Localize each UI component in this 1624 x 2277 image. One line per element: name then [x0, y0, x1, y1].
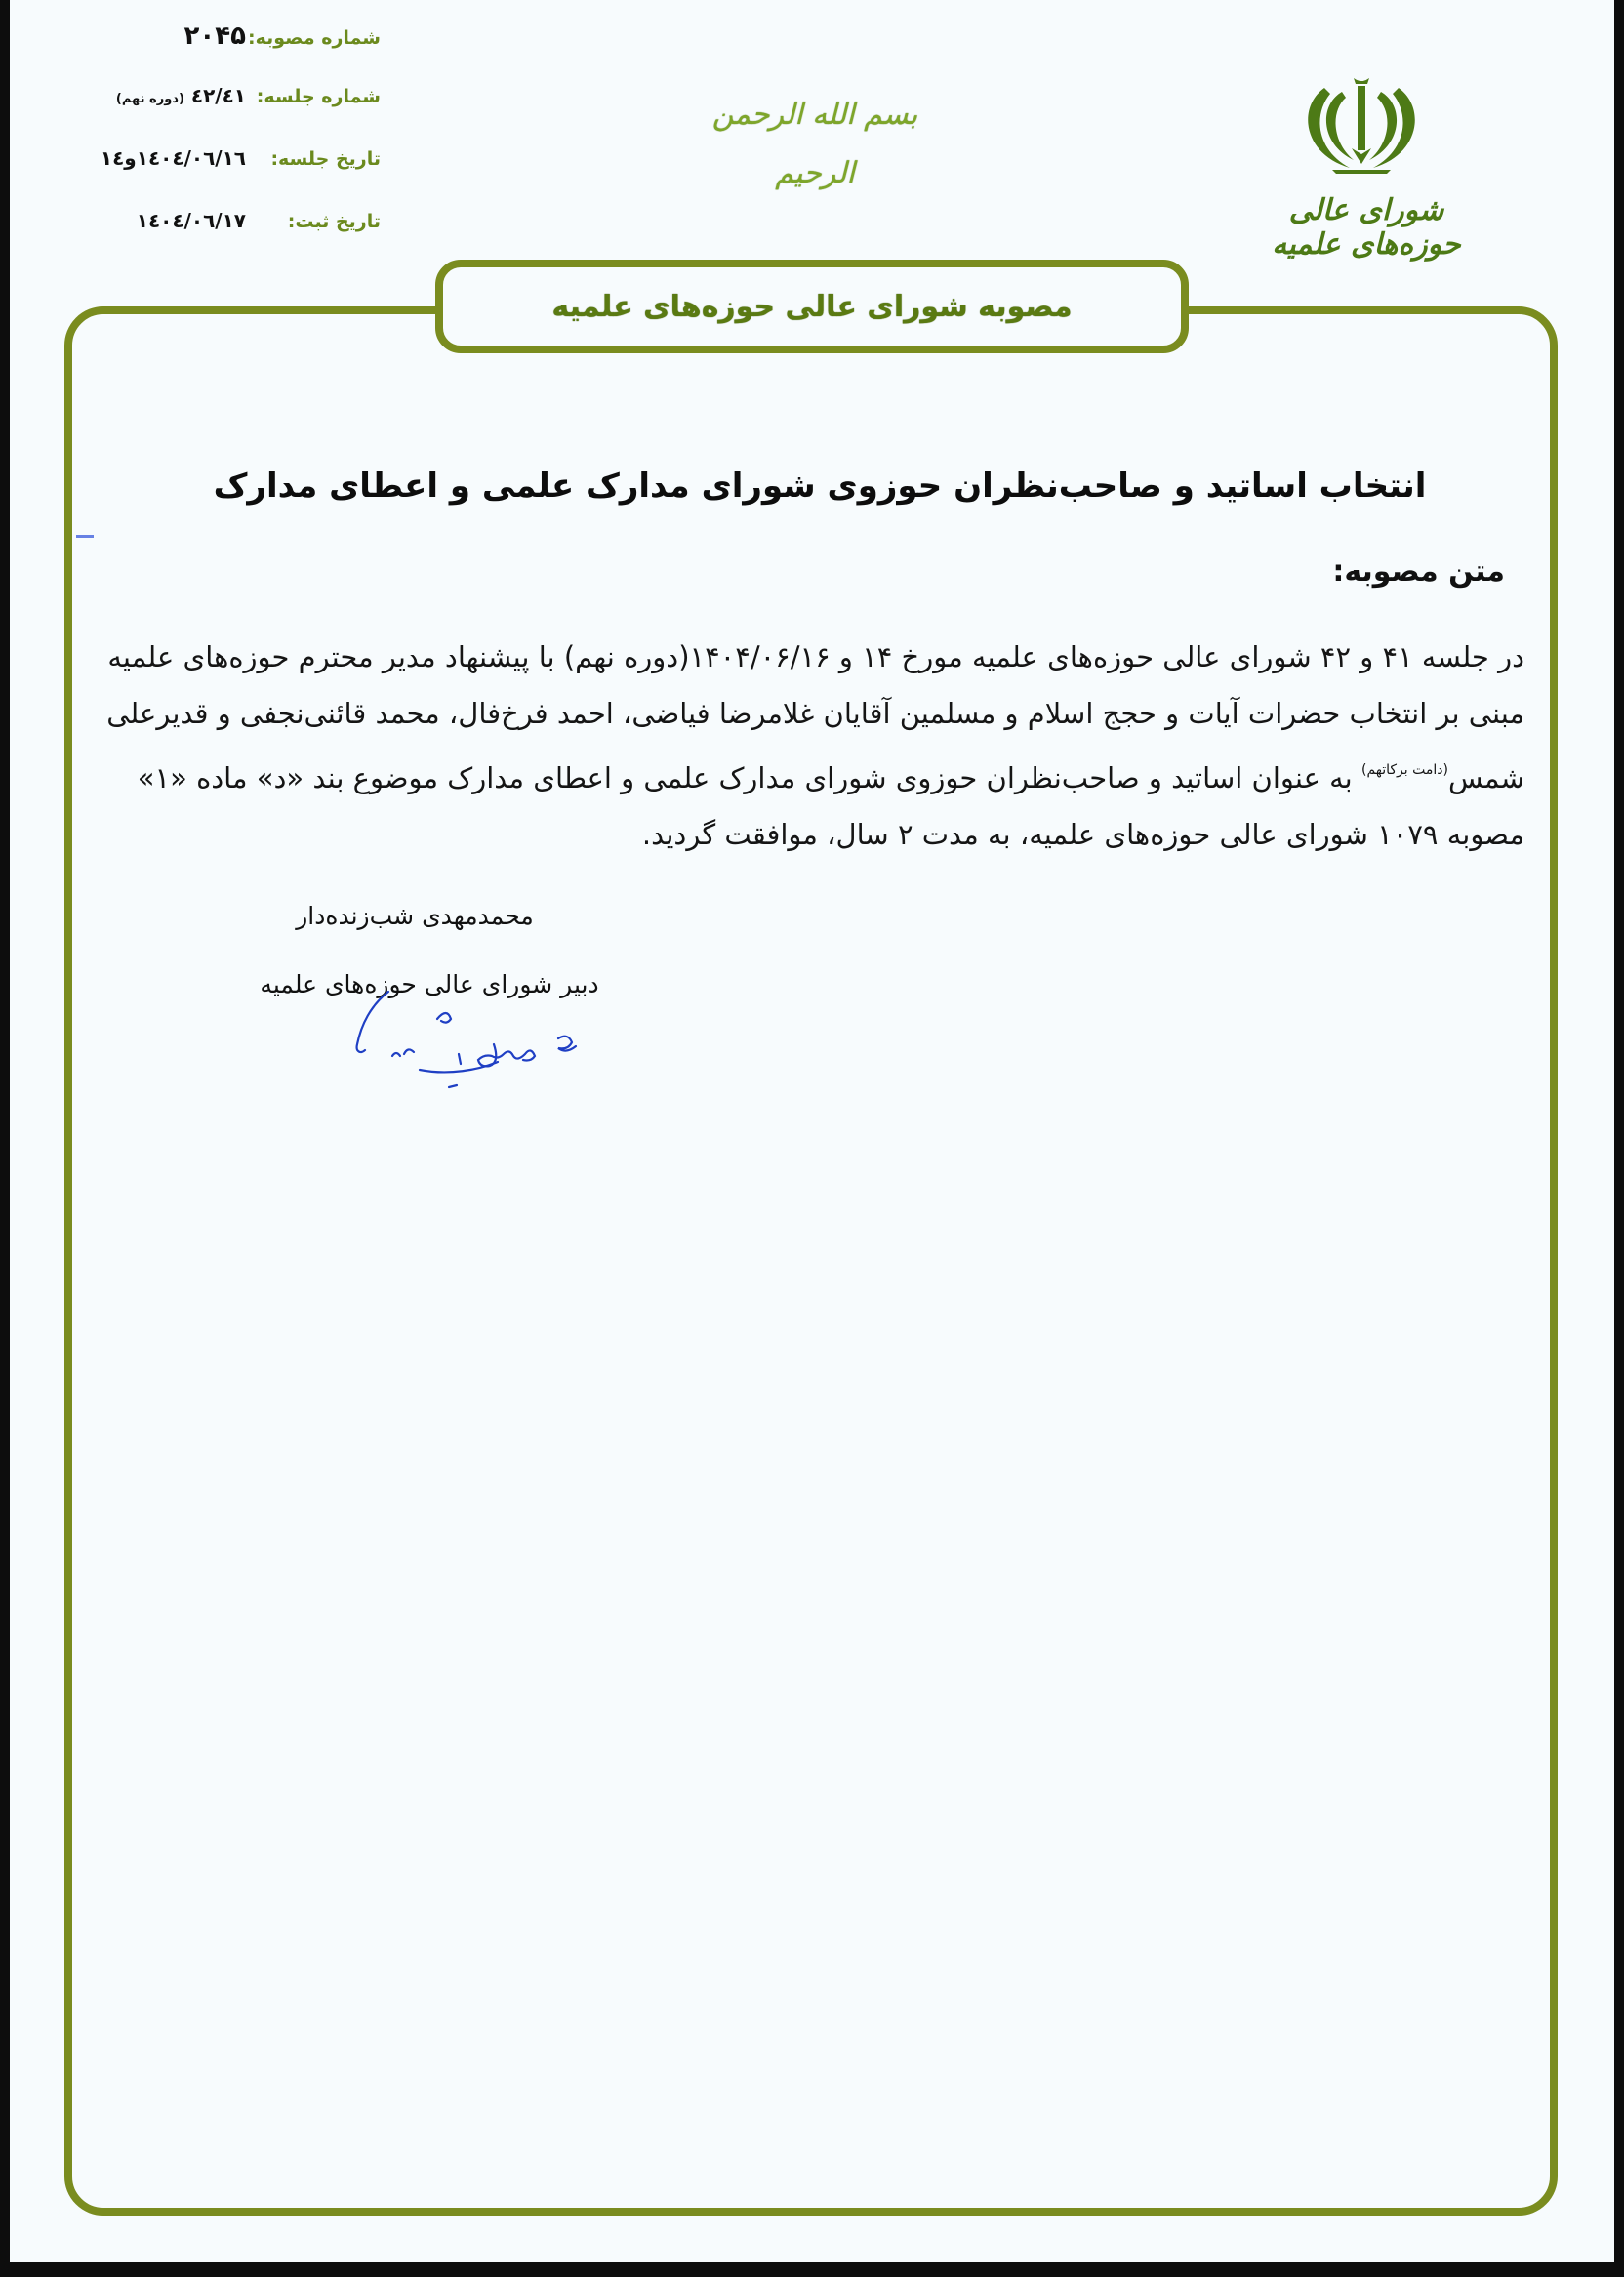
session-number-row	[68, 84, 381, 146]
council-name-logotype: شورای عالی حوزه‌های علمیه	[1272, 193, 1461, 262]
session-number: ٤٢/٤١	[190, 84, 246, 107]
header-tab-title: مصوبه شورای عالی حوزه‌های علمیه	[551, 289, 1073, 324]
signer-role: دبیر شورای عالی حوزه‌های علمیه	[260, 970, 599, 998]
iran-emblem-icon	[1303, 70, 1420, 180]
body-line-3-prefix: شمس	[1447, 761, 1524, 794]
document-title: انتخاب اساتید و صاحب‌نظران حوزوی شورای مدارک علمی و اعطای مدارک	[213, 467, 1427, 506]
approval-number-label: شماره مصوبه:	[248, 27, 381, 49]
session-date-row	[68, 146, 381, 209]
scan-artifact	[76, 535, 94, 538]
document-page	[10, 0, 1614, 2262]
header-tab	[435, 260, 1189, 353]
approval-number-value: ۲۰۴۵	[183, 21, 246, 51]
body-line-2: مبنی بر انتخاب حضرات آیات و حجج اسلام و مسلمین آقایان غلامرضا فیاضی، احمد فرخ‌فال، محمد قائنی‌نجفی و قدیرعلی	[106, 697, 1524, 730]
meta-block	[68, 21, 381, 271]
handwritten-signature	[332, 986, 615, 1093]
document-frame	[64, 306, 1558, 2216]
approval-number-row	[68, 21, 381, 84]
body-line-1: در جلسه ۴۱ و ۴۲ شورای عالی حوزه‌های علمیه مورخ ۱۴ و ۱۴۰۴/۰۶/۱۶(دوره نهم) با پیشنهاد مدیر محترم حوزه‌های علمیه	[107, 640, 1524, 673]
session-term-note: (دوره نهم)	[115, 92, 184, 106]
body-line-4: مصوبه ۱۰۷۹ شورای عالی حوزه‌های علمیه، به مدت ۲ سال، موافقت گردید.	[641, 818, 1524, 851]
body-line-3-text: به عنوان اساتید و صاحب‌نظران حوزوی شورای مدارک علمی و اعطای مدارک موضوع بند «د» ماده «۱»	[137, 761, 1353, 794]
signer-name: محمدمهدی شب‌زنده‌دار	[296, 902, 534, 930]
session-date-value: ١٤٠٤/٠٦/١٦و١٤	[100, 146, 246, 170]
approval-body	[106, 629, 1524, 863]
session-date-label: تاریخ جلسه:	[270, 148, 381, 170]
approval-text-label: متن مصوبه:	[1332, 554, 1505, 589]
registration-date-row	[68, 209, 381, 271]
registration-date-value: ١٤٠٤/٠٦/١٧	[136, 209, 246, 232]
body-line-3	[125, 742, 1524, 806]
session-number-value	[116, 84, 246, 107]
session-number-label: شماره جلسه:	[256, 86, 381, 107]
basmala-calligraphy: بسم الله الرحمن الرحیم	[711, 98, 918, 190]
honorific-superscript: (دامت برکاتهم)	[1360, 762, 1448, 778]
registration-date-label: تاریخ ثبت:	[287, 211, 381, 232]
